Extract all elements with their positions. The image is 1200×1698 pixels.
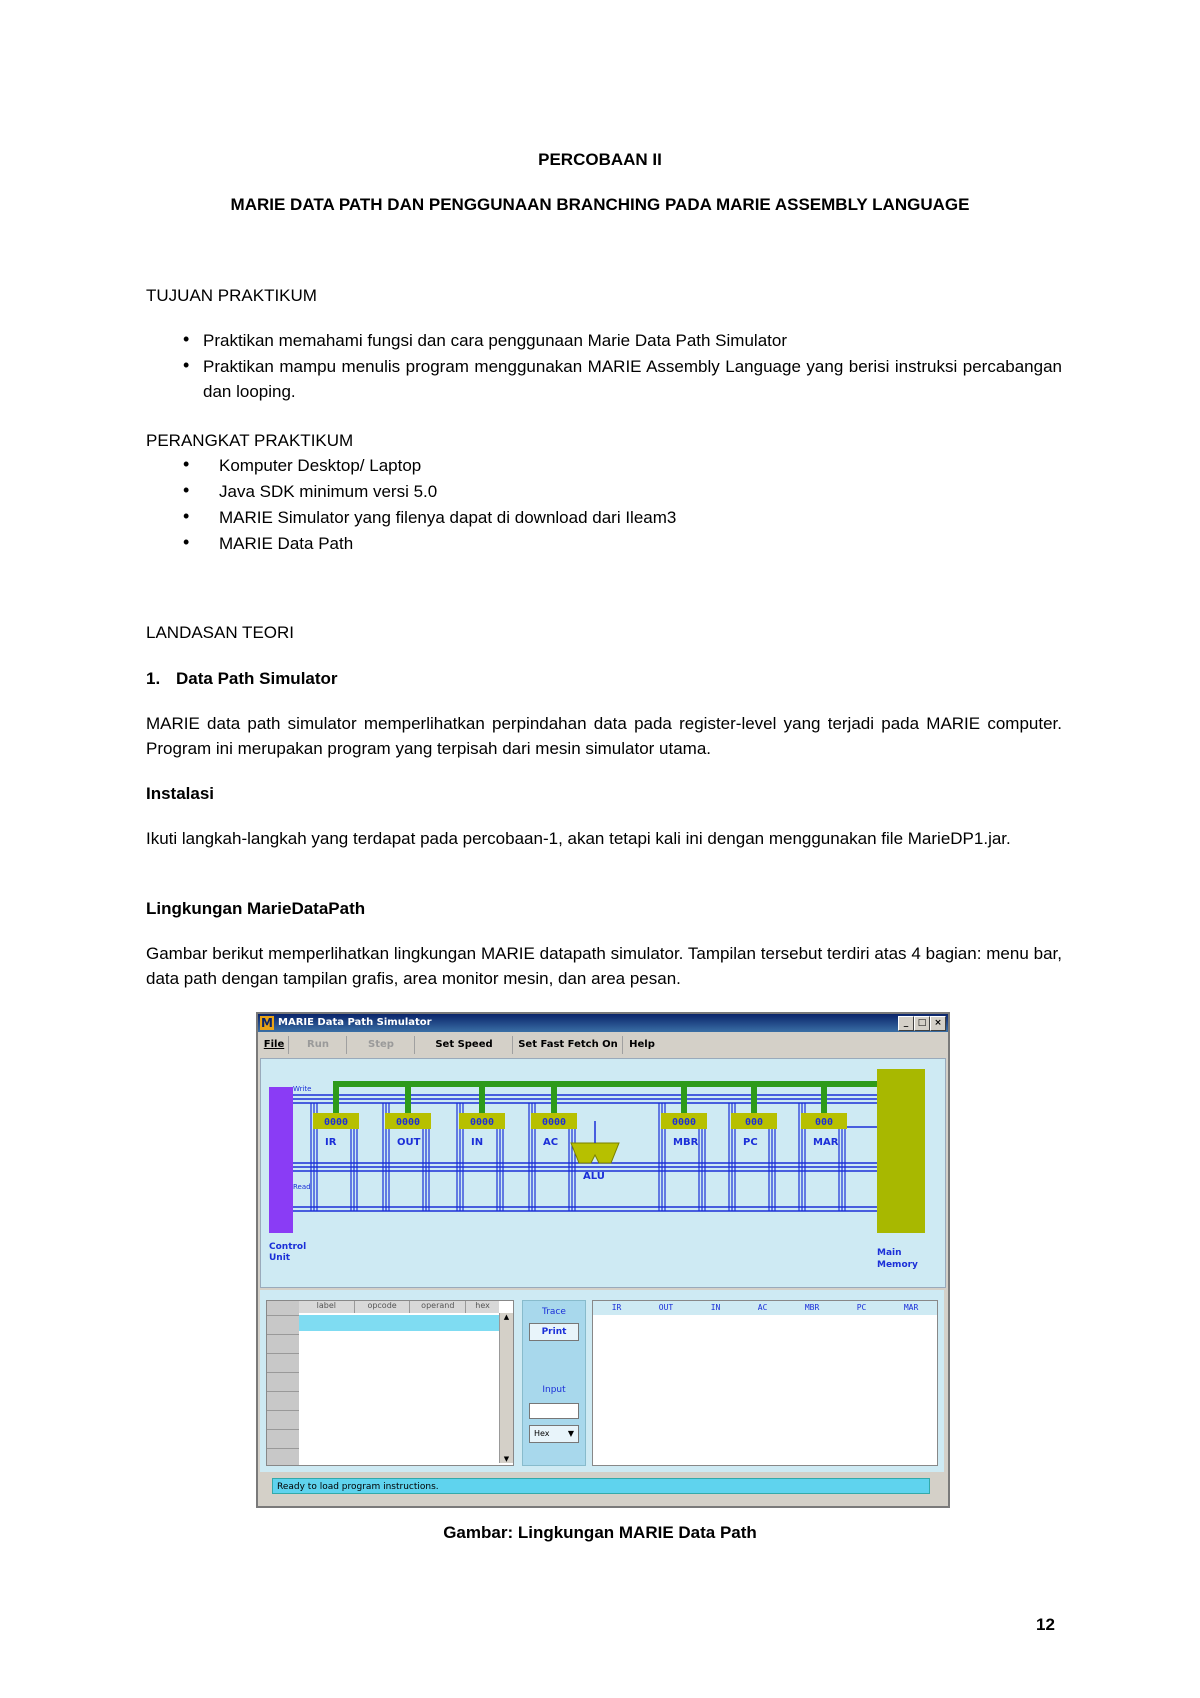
bullet-icon: • [183,532,190,552]
write-label: Write [293,1085,312,1093]
bullet-icon: • [183,480,190,500]
chevron-down-icon: ▼ [567,1429,574,1438]
register-name-mbr: MBR [673,1137,699,1148]
green-bus-drop [821,1087,827,1113]
monitor-area [260,1290,944,1472]
control-unit-label: Control [269,1242,307,1252]
bullet-icon: • [183,329,190,349]
bullet-icon: • [183,454,190,474]
menu-run[interactable]: Run [290,1036,347,1054]
section-title: Data Path Simulator [176,669,338,688]
green-bus-drop [551,1087,557,1113]
monitor-header [593,1301,937,1315]
green-bus-drop [405,1087,411,1113]
page-number: 12 [1036,1615,1055,1634]
paragraph: Gambar berikut memperlihatkan lingkungan MARIE datapath simulator. Tampilan tersebut terdiri atas 4 bagian: menu bar, data path dengan tampilan grafis, area monitor mesin, dan area pesan. [146,944,1062,988]
selected-row[interactable] [299,1315,499,1331]
page-subtitle: MARIE DATA PATH DAN PENGGUNAAN BRANCHING PADA MARIE ASSEMBLY LANGUAGE [230,195,970,214]
control-unit-block [269,1087,293,1233]
register-value-mbr: 0000 [671,1117,697,1128]
marie-screenshot [256,1012,950,1508]
scroll-up-icon[interactable]: ▲ [503,1313,510,1321]
input-label: Input [542,1385,566,1395]
scroll-down-icon[interactable]: ▼ [503,1455,510,1463]
hex-select-value: Hex [534,1429,550,1438]
register-value-mar: 000 [814,1117,834,1128]
close-icon[interactable]: × [930,1016,946,1031]
window-titlebar [258,1014,948,1032]
col-hex: hex [475,1301,490,1310]
register-name-out: OUT [397,1137,421,1148]
datapath-diagram [261,1059,945,1287]
menu-step[interactable]: Step [348,1036,415,1054]
green-bus-top [333,1081,877,1087]
register-value-in: 0000 [469,1117,495,1128]
main-memory-label: Memory [877,1260,918,1270]
lingkungan-heading: Lingkungan MarieDataPath [146,899,366,918]
menu-bar [258,1034,948,1056]
status-bar: Ready to load program instructions. [272,1478,930,1494]
register-name-ir: IR [325,1137,337,1148]
register-value-ir: 0000 [323,1117,349,1128]
section-number: 1. [146,669,161,688]
alu-shape [571,1143,619,1163]
register-name-mar: MAR [813,1137,839,1148]
paragraph: Ikuti langkah-langkah yang terdapat pada percobaan-1, akan tetapi kali ini dengan menggunakan file MarieDP1.jar. [146,829,1011,848]
tujuan-heading: TUJUAN PRAKTIKUM [146,286,317,305]
tujuan-item: Praktikan mampu menulis program menggunakan MARIE Assembly Language yang berisi instruksi percabangan dan looping. [203,357,1062,401]
alu-label: ALU [583,1171,605,1182]
monitor-col-mbr: MBR [804,1303,820,1312]
maximize-icon[interactable]: □ [914,1016,930,1031]
perangkat-item: Java SDK minimum versi 5.0 [219,482,438,501]
register-name-pc: PC [743,1137,758,1148]
menu-set-speed[interactable]: Set Speed [416,1036,513,1054]
register-value-out: 0000 [395,1117,421,1128]
datapath-panel [260,1058,946,1288]
window-title: MARIE Data Path Simulator [278,1017,432,1028]
register-name-in: IN [471,1137,484,1148]
control-unit-label: Unit [269,1253,291,1263]
perangkat-item: MARIE Data Path [219,534,354,553]
perangkat-heading: PERANGKAT PRAKTIKUM [146,431,354,450]
monitor-col-in: IN [710,1303,721,1312]
monitor-col-pc: PC [856,1303,867,1312]
green-bus-drop [681,1087,687,1113]
instalasi-heading: Instalasi [146,784,215,803]
register-value-pc: 000 [744,1117,764,1128]
table-header [299,1301,499,1313]
register-name-ac: AC [543,1137,559,1148]
bullet-icon: • [183,506,190,526]
col-opcode: opcode [355,1301,411,1313]
figure-caption: Gambar: Lingkungan MARIE Data Path [443,1523,757,1542]
scrollbar[interactable] [499,1313,513,1463]
program-table[interactable] [266,1300,514,1466]
monitor-col-out: OUT [658,1303,674,1312]
hex-select[interactable] [529,1425,579,1443]
read-label: Read [293,1183,311,1191]
main-memory-block [877,1069,925,1233]
main-memory-label: Main [877,1248,902,1258]
monitor-panel [592,1300,938,1466]
page-title: PERCOBAAN II [538,150,662,169]
green-bus-drop [479,1087,485,1113]
perangkat-item: Komputer Desktop/ Laptop [219,456,422,475]
menu-file[interactable]: File [260,1036,289,1054]
bullet-icon: • [183,355,190,375]
marie-logo-icon: M [261,1016,273,1030]
minimize-icon[interactable]: _ [898,1016,914,1031]
green-bus-drop [333,1087,339,1113]
landasan-heading: LANDASAN TEORI [146,623,295,642]
paragraph: MARIE data path simulator memperlihatkan perpindahan data pada register-level yang terjadi pada MARIE computer. Program ini merupakan program yang terpisah dari mesin simulator utama. [146,714,1062,758]
print-button[interactable]: Print [529,1323,579,1341]
monitor-col-mar: MAR [903,1303,919,1312]
control-panel [522,1300,586,1466]
col-operand: operand [410,1301,466,1313]
menu-help[interactable]: Help [629,1039,655,1050]
input-field[interactable] [529,1403,579,1419]
perangkat-item: MARIE Simulator yang filenya dapat di download dari Ileam3 [219,508,677,527]
trace-label: Trace [542,1307,566,1317]
monitor-col-ac: AC [757,1303,768,1312]
register-value-ac: 0000 [541,1117,567,1128]
monitor-col-ir: IR [611,1303,622,1312]
tujuan-item: Praktikan memahami fungsi dan cara penggunaan Marie Data Path Simulator [203,331,787,350]
menu-set-fast-fetch[interactable]: Set Fast Fetch On [514,1036,623,1054]
col-label: label [299,1301,355,1313]
row-header-column [267,1301,299,1465]
green-bus-drop [751,1087,757,1113]
